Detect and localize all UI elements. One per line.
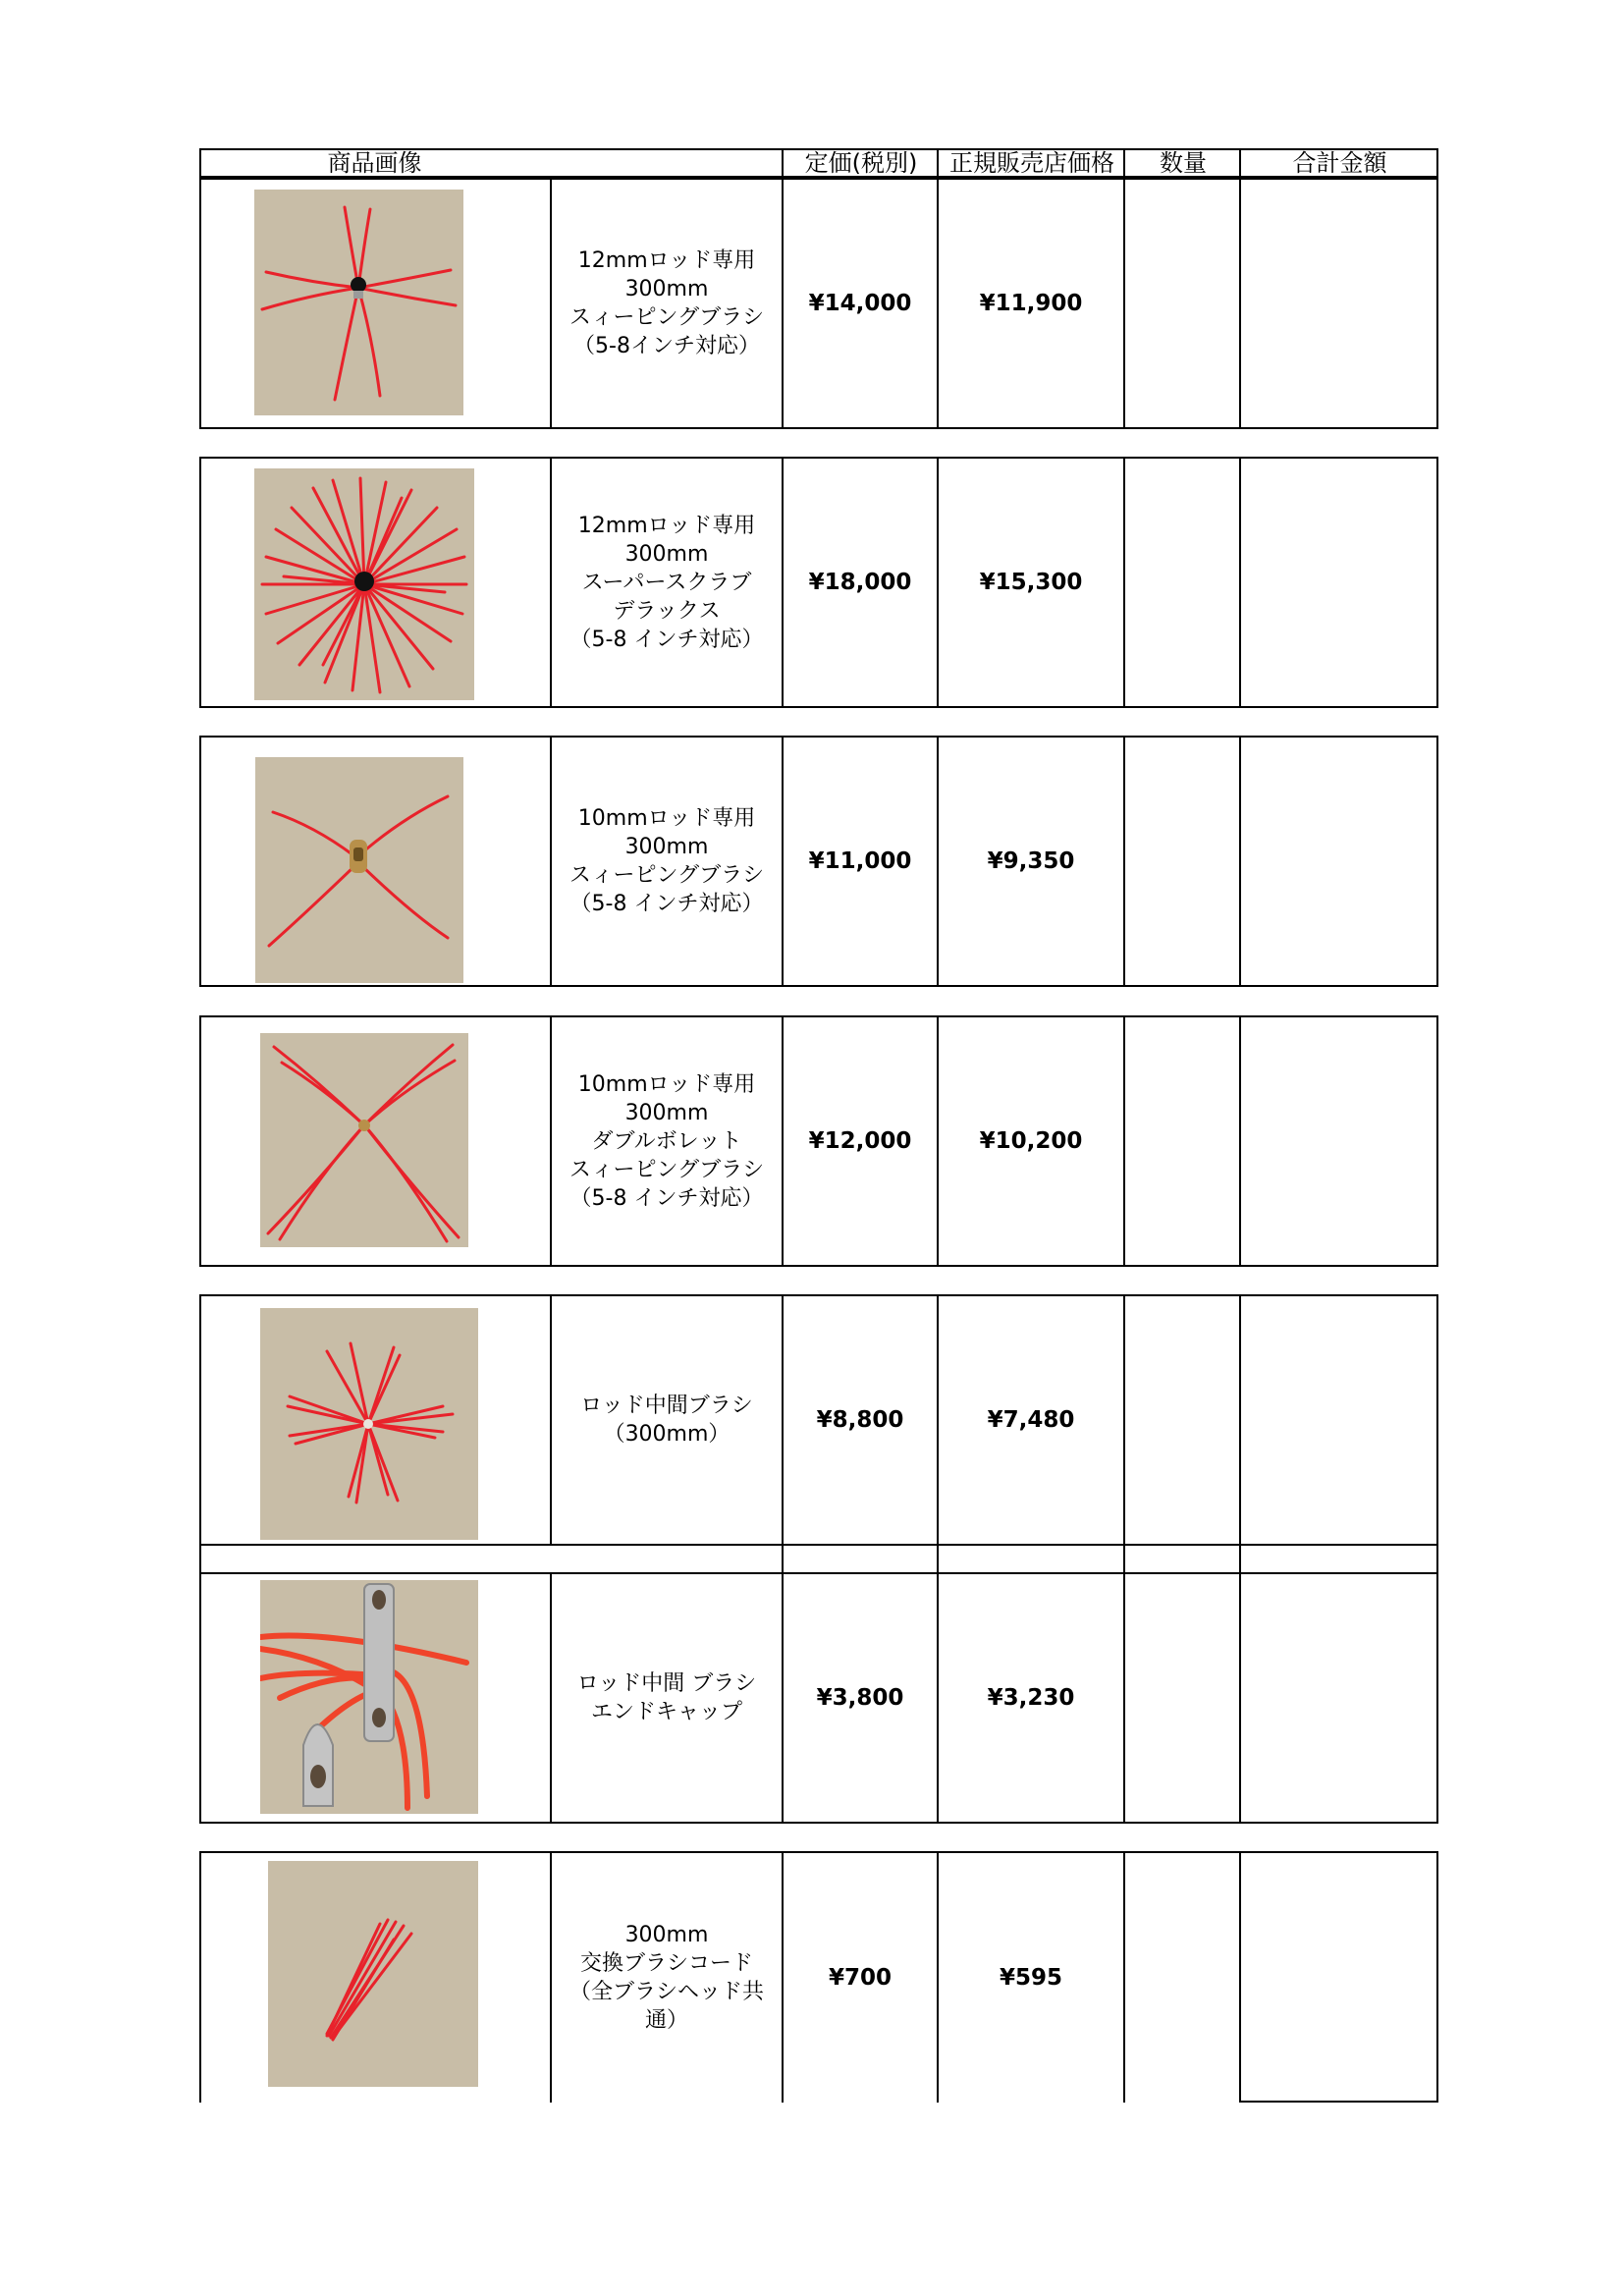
quantity-cell[interactable] bbox=[1123, 180, 1239, 427]
product-name-line: 通） bbox=[644, 2008, 688, 2033]
product-image-cell bbox=[201, 1853, 550, 2103]
sweeping-brush-8-arm-icon bbox=[254, 190, 463, 415]
product-name-line: 10mmロッド専用 bbox=[577, 806, 756, 831]
end-cap-icon bbox=[260, 1580, 478, 1814]
product-row bbox=[199, 736, 1438, 987]
quantity-cell[interactable] bbox=[1123, 738, 1239, 985]
product-row bbox=[199, 178, 1438, 429]
product-name-line: ロッド中間 ブラシ bbox=[576, 1671, 757, 1696]
dealer-price: ¥11,900 bbox=[937, 180, 1123, 427]
list-price: ¥700 bbox=[782, 1853, 937, 2103]
product-name-line: エンドキャップ bbox=[590, 1700, 742, 1724]
price-sheet bbox=[199, 148, 1438, 2033]
product-name-line: 300mm bbox=[624, 1100, 709, 1125]
product-name-line: （5-8 インチ対応） bbox=[569, 892, 764, 916]
product-name bbox=[550, 1574, 782, 1822]
total-cell bbox=[1239, 180, 1436, 427]
product-name-line: （5-8 インチ対応） bbox=[569, 1185, 764, 1211]
product-name bbox=[550, 738, 782, 985]
product-name-line: デラックス bbox=[613, 598, 721, 624]
product-name-line: ロッド中間ブラシ bbox=[580, 1394, 753, 1418]
replacement-brush-cord-icon bbox=[268, 1861, 478, 2087]
product-image-cell bbox=[201, 1574, 550, 1822]
product-name-line: スーパースクラブ bbox=[581, 570, 752, 595]
header-quantity: 数量 bbox=[1123, 150, 1241, 176]
table-header bbox=[199, 148, 1438, 178]
header-list-price: 定価(税別) bbox=[782, 150, 939, 176]
quantity-cell[interactable] bbox=[1123, 1853, 1239, 2103]
list-price: ¥8,800 bbox=[782, 1296, 937, 1544]
header-dealer-price: 正規販売店価格 bbox=[937, 150, 1125, 176]
product-name bbox=[550, 1296, 782, 1544]
product-name-line: 300mm bbox=[624, 835, 709, 859]
product-name bbox=[550, 1853, 782, 2103]
list-price: ¥12,000 bbox=[782, 1017, 937, 1265]
product-name-line: ダブルボレット bbox=[591, 1128, 742, 1154]
product-name bbox=[550, 180, 782, 427]
header-total: 合計金額 bbox=[1239, 150, 1438, 176]
product-name-line: 12mmロッド専用 bbox=[577, 248, 756, 273]
product-image-cell bbox=[201, 1017, 550, 1265]
list-price: ¥3,800 bbox=[782, 1574, 937, 1822]
list-price: ¥18,000 bbox=[782, 459, 937, 706]
product-row bbox=[199, 1294, 1438, 1546]
product-image-cell bbox=[201, 1296, 550, 1544]
double-bollet-brush-icon bbox=[260, 1033, 468, 1247]
product-row bbox=[199, 1015, 1438, 1267]
list-price: ¥14,000 bbox=[782, 180, 937, 427]
product-name-line: 交換ブラシコード bbox=[579, 1951, 753, 1976]
product-name bbox=[550, 1017, 782, 1265]
product-name bbox=[550, 459, 782, 706]
total-cell bbox=[1239, 738, 1436, 985]
quantity-cell[interactable] bbox=[1123, 1296, 1239, 1544]
dealer-price: ¥3,230 bbox=[937, 1574, 1123, 1822]
total-cell bbox=[1239, 1296, 1436, 1544]
total-cell bbox=[1239, 1017, 1436, 1265]
spacer-cell bbox=[782, 1544, 937, 1572]
sweeping-brush-4-arm-icon bbox=[255, 757, 463, 983]
product-name-line: 12mmロッド専用 bbox=[577, 513, 756, 538]
product-name-line: 300mm bbox=[624, 1923, 709, 1947]
product-name-line: （300mm） bbox=[603, 1422, 731, 1447]
super-scrub-brush-icon bbox=[254, 468, 474, 700]
product-name-line: 300mm bbox=[624, 541, 709, 567]
spacer-cell bbox=[1239, 1544, 1436, 1572]
product-image-cell bbox=[201, 180, 550, 427]
product-image-cell bbox=[201, 459, 550, 706]
product-name-line: スィーピングブラシ bbox=[568, 1157, 765, 1182]
total-cell bbox=[1239, 1853, 1436, 2103]
product-name-line: スィーピングブラシ bbox=[568, 305, 765, 330]
product-row bbox=[199, 1851, 1438, 2103]
list-price: ¥11,000 bbox=[782, 738, 937, 985]
dealer-price: ¥15,300 bbox=[937, 459, 1123, 706]
header-image: 商品画像 bbox=[327, 149, 422, 177]
spacer-row bbox=[199, 1544, 1438, 1572]
rod-middle-brush-icon bbox=[260, 1308, 478, 1540]
quantity-cell[interactable] bbox=[1123, 1017, 1239, 1265]
quantity-cell[interactable] bbox=[1123, 1574, 1239, 1822]
product-row bbox=[199, 457, 1438, 708]
product-row bbox=[199, 1572, 1438, 1824]
dealer-price: ¥7,480 bbox=[937, 1296, 1123, 1544]
product-name-line: 300mm bbox=[624, 277, 709, 301]
dealer-price: ¥9,350 bbox=[937, 738, 1123, 985]
product-name-line: （全ブラシヘッド共 bbox=[568, 1980, 764, 2004]
product-name-line: スィーピングブラシ bbox=[568, 863, 765, 888]
spacer-cell bbox=[1123, 1544, 1239, 1572]
total-cell bbox=[1239, 459, 1436, 706]
product-image-cell bbox=[201, 738, 550, 985]
dealer-price: ¥595 bbox=[937, 1853, 1123, 2103]
spacer-cell bbox=[937, 1544, 1123, 1572]
dealer-price: ¥10,200 bbox=[937, 1017, 1123, 1265]
product-name-line: 10mmロッド専用 bbox=[577, 1071, 756, 1097]
quantity-cell[interactable] bbox=[1123, 459, 1239, 706]
product-name-line: （5-8インチ対応） bbox=[573, 334, 760, 358]
product-name-line: （5-8 インチ対応） bbox=[569, 627, 764, 652]
total-cell bbox=[1239, 1574, 1436, 1822]
